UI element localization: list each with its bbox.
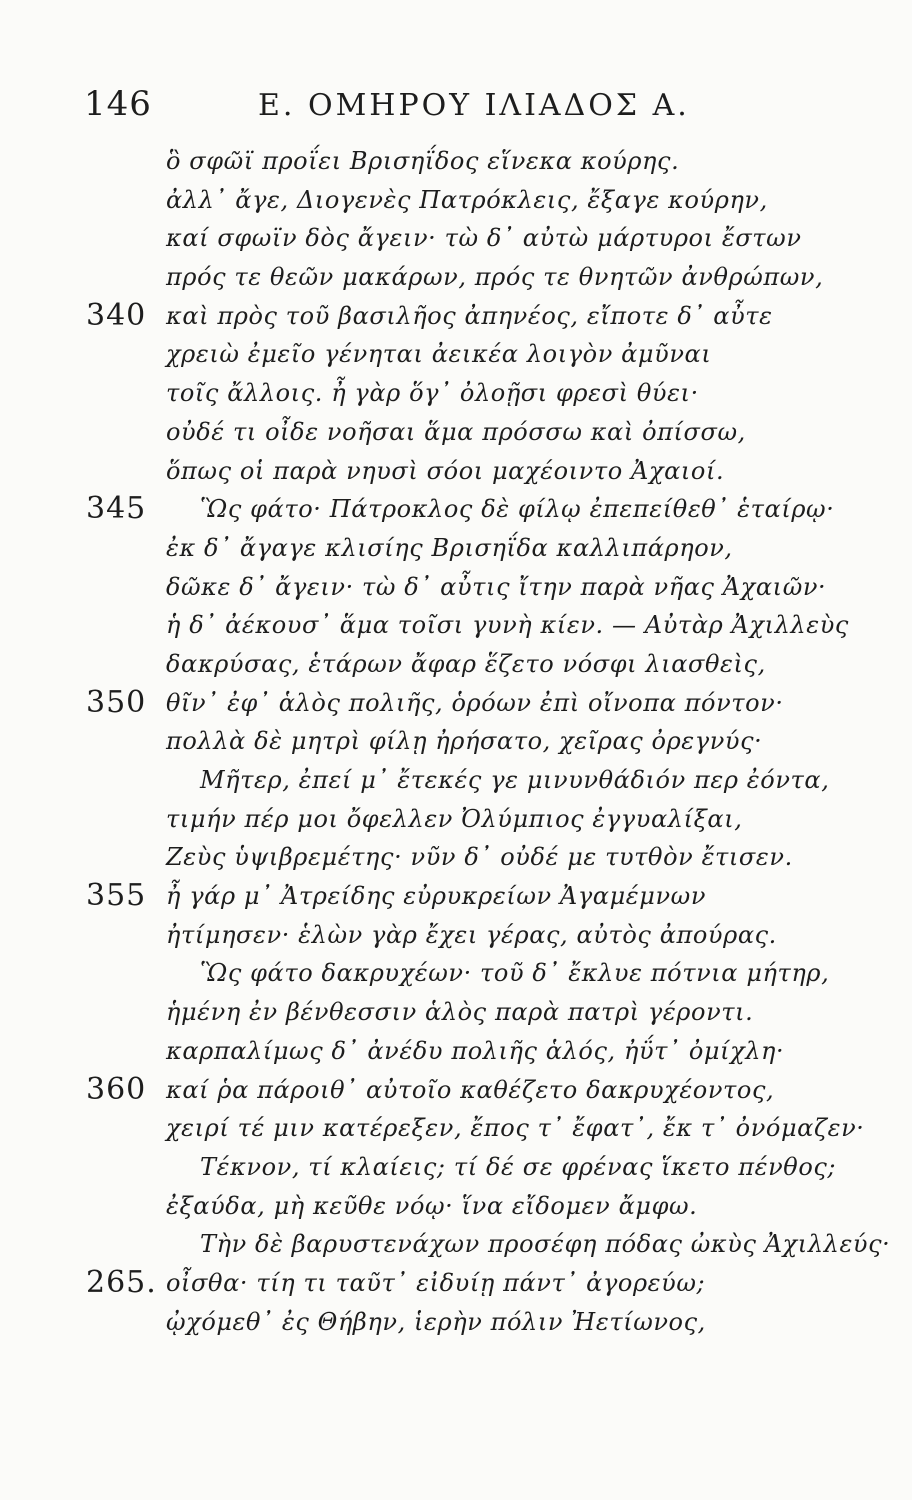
verse-text: οἶσθα· τίη τι ταῦτ᾽ εἰδυίῃ πάντ᾽ ἀγορεύω;	[166, 1268, 706, 1297]
page-number: 146	[84, 84, 152, 124]
verse-text: ὃ σφῶϊ προΐει Βρισηΐδος εἵνεκα κούρης.	[166, 147, 680, 175]
verse-line	[0, 568, 912, 607]
verse-text: καὶ πρὸς τοῦ βασιλῆος ἀπηνέος, εἴποτε δ᾽ αὖτε	[166, 301, 773, 330]
verse-text: δῶκε δ᾽ ἄγειν· τὼ δ᾽ αὖτις ἴτην παρὰ νῆας Ἀχαιῶν·	[166, 572, 827, 601]
verse-text: ἡμένη ἐν βένθεσσιν ἁλὸς παρὰ πατρὶ γέροντι.	[166, 998, 754, 1027]
line-number: 265.	[86, 1264, 157, 1300]
verse-line	[0, 258, 912, 297]
verse-text: καρπαλίμως δ᾽ ἀνέδυ πολιῆς ἁλός, ἠΰτ᾽ ὀμίχλη·	[166, 1036, 785, 1065]
verse-line	[0, 1187, 912, 1226]
verse-text: τιμήν πέρ μοι ὄφελλεν Ὀλύμπιος ἐγγυαλίξαι,	[166, 804, 743, 833]
verse-line	[0, 1109, 912, 1148]
verse-text: Ζεὺς ὑψιβρεμέτης· νῦν δ᾽ οὐδέ με τυτθὸν ἔτισεν.	[166, 843, 793, 872]
verse-line	[0, 645, 912, 684]
verse-line	[0, 374, 912, 413]
verse-text: ᾠχόμεθ᾽ ἐς Θήβην, ἱερὴν πόλιν Ἠετίωνος,	[166, 1307, 706, 1336]
verse-line	[0, 1148, 912, 1187]
verse-line	[0, 335, 912, 374]
verse-line	[0, 1264, 912, 1303]
verse-text: ἡ δ᾽ ἀέκουσ᾽ ἅμα τοῖσι γυνὴ κίεν. — Αὐτὰρ Ἀχιλλεὺς	[166, 611, 849, 640]
verse-line	[0, 684, 912, 723]
verse-line	[0, 219, 912, 258]
verse-text: τοῖς ἄλλοις. ἦ γὰρ ὅγ᾽ ὀλοῇσι φρεσὶ θύει·	[166, 379, 699, 408]
verse-text: ἀλλ᾽ ἄγε, Διογενὲς Πατρόκλεις, ἔξαγε κούρην,	[166, 185, 768, 214]
verse-text: καί ῥα πάροιθ᾽ αὐτοῖο καθέζετο δακρυχέοντος,	[166, 1075, 775, 1104]
verse-line	[0, 954, 912, 993]
line-number: 340	[86, 297, 147, 333]
verse-text: οὐδέ τι οἶδε νοῆσαι ἅμα πρόσσω καὶ ὀπίσσω,	[166, 417, 746, 446]
line-number: 355	[86, 878, 147, 914]
verse-text: χειρί τέ μιν κατέρεξεν, ἔπος τ᾽ ἔφατ᾽, ἔκ τ᾽ ὀνόμαζεν·	[166, 1114, 865, 1143]
verse-block	[0, 142, 912, 1341]
verse-line	[0, 877, 912, 916]
verse-text: Ὣς φάτο δακρυχέων· τοῦ δ᾽ ἔκλυε πότνια μήτηρ,	[200, 959, 830, 988]
verse-line	[0, 1303, 912, 1342]
line-number: 345	[86, 491, 147, 527]
verse-text: πρός τε θεῶν μακάρων, πρός τε θνητῶν ἀνθρώπων,	[166, 263, 824, 292]
verse-text: ἐκ δ᾽ ἄγαγε κλισίης Βρισηΐδα καλλιπάρηον,	[166, 533, 733, 562]
verse-text: θῖν᾽ ἐφ᾽ ἁλὸς πολιῆς, ὁρόων ἐπὶ οἴνοπα πόντον·	[166, 688, 784, 717]
verse-line	[0, 722, 912, 761]
verse-text: χρειὼ ἐμεῖο γένηται ἀεικέα λοιγὸν ἀμῦναι	[166, 340, 712, 369]
verse-line	[0, 993, 912, 1032]
verse-line	[0, 297, 912, 336]
verse-line	[0, 413, 912, 452]
verse-line	[0, 181, 912, 220]
line-number: 350	[86, 684, 147, 720]
verse-text: ὅπως οἱ παρὰ νηυσὶ σόοι μαχέοιντο Ἀχαιοί.	[166, 456, 725, 485]
verse-text: ἠτίμησεν· ἑλὼν γὰρ ἔχει γέρας, αὐτὸς ἀπούρας.	[166, 920, 777, 949]
line-number: 360	[86, 1071, 147, 1107]
verse-text: Τὴν δὲ βαρυστενάχων προσέφη πόδας ὠκὺς Ἀχιλλεύς·	[200, 1230, 891, 1259]
verse-line	[0, 761, 912, 800]
verse-text: Τέκνον, τί κλαίεις; τί δέ σε φρένας ἵκετο πένθος;	[200, 1152, 837, 1181]
verse-line	[0, 1032, 912, 1071]
verse-text: Ὣς φάτο· Πάτροκλος δὲ φίλῳ ἐπεπείθεθ᾽ ἑταίρῳ·	[200, 495, 835, 524]
verse-line	[0, 838, 912, 877]
verse-text: ἦ γάρ μ᾽ Ἀτρείδης εὐρυκρείων Ἀγαμέμνων	[166, 882, 707, 911]
verse-line	[0, 1225, 912, 1264]
verse-line	[0, 606, 912, 645]
verse-line	[0, 529, 912, 568]
running-head	[0, 84, 912, 134]
verse-line	[0, 142, 912, 181]
verse-text: ἐξαύδα, μὴ κεῦθε νόῳ· ἵνα εἴδομεν ἄμφω.	[166, 1191, 698, 1220]
verse-text: Μῆτερ, ἐπεί μ᾽ ἔτεκές γε μινυνθάδιόν περ ἐόντα,	[200, 766, 830, 794]
verse-text: πολλὰ δὲ μητρὶ φίλῃ ἠρήσατο, χεῖρας ὀρεγνύς·	[166, 727, 763, 756]
verse-line	[0, 452, 912, 491]
verse-text: δακρύσας, ἑτάρων ἄφαρ ἕζετο νόσφι λιασθεὶς,	[166, 649, 766, 678]
verse-line	[0, 916, 912, 955]
verse-line	[0, 1071, 912, 1110]
running-title: Ε. ΟΜΗΡΟΥ ΙΛΙΑΔΟΣ Α.	[258, 88, 690, 123]
verse-text: καί σφωϊν δὸς ἄγειν· τὼ δ᾽ αὐτὼ μάρτυροι ἔστων	[166, 224, 802, 253]
verse-line	[0, 800, 912, 839]
verse-line	[0, 490, 912, 529]
